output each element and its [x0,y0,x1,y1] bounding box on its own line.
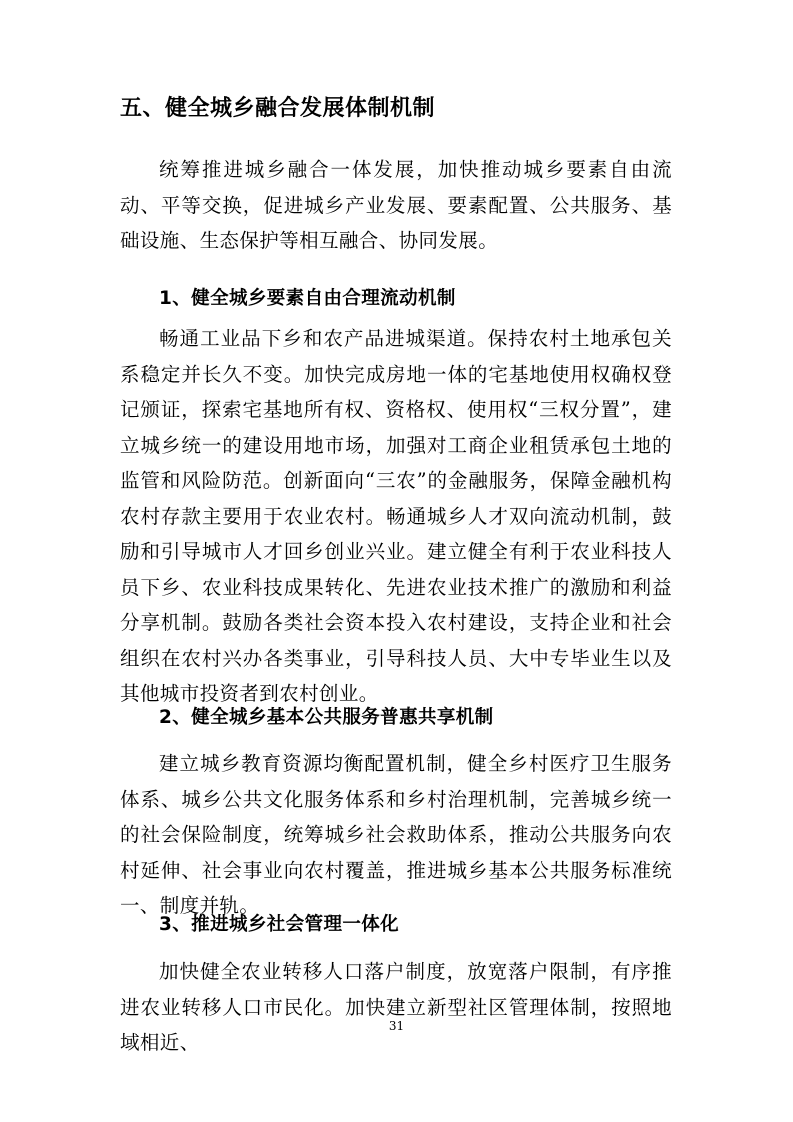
subsection-heading-1: 1、健全城乡要素自由合理流动机制 [159,288,456,309]
section-heading: 五、健全城乡融合发展体制机制 [120,96,436,121]
subsection-paragraph-3: 加快健全农业转移人口落户制度，放宽落户限制，有序推进农业转移人口市民化。加快建立新型社区管理体制，按照地域相近、 [120,960,672,1054]
subsection-paragraph-1: 畅通工业品下乡和农产品进城渠道。保持农村土地承包关系稳定并长久不变。加快完成房地一体的宅基地使用权确权登记颁证，探索宅基地所有权、资格权、使用权“三权分置”，建立城乡统一的建设用地市场，加强对工商企业租赁承包土地的监管和风险防范。创新面向“三农”的金融服务，保障金融机构农村存款主要用于农业农村。畅通城乡人才双向流动机制，鼓励和引导城市人才回乡创业兴业。建立健全有利于农业科技人员下乡、农业科技成果转化、先进农业技术推广的激励和利益分享机制。鼓励各类社会资本投入农村建设，支持企业和社会组织在农村兴办各类事业，引导科技人员、大中专毕业生以及其他城市投资者到农村创业。 [120,327,672,705]
subsection-paragraph-2: 建立城乡教育资源均衡配置机制，健全乡村医疗卫生服务体系、城乡公共文化服务体系和乡村治理机制，完善城乡统一的社会保险制度，统筹城乡社会救助体系，推动公共服务向农村延伸、社会事业向农村覆盖，推进城乡基本公共服务标准统一、制度并轨。 [120,752,672,917]
subsection-heading-2: 2、健全城乡基本公共服务普惠共享机制 [159,707,494,728]
subsection-heading-3: 3、推进城乡社会管理一体化 [159,914,400,935]
section-intro-paragraph: 统筹推进城乡融合一体发展，加快推动城乡要素自由流动、平等交换，促进城乡产业发展、要素配置、公共服务、基础设施、生态保护等相互融合、协同发展。 [120,158,672,252]
page-number: 31 [388,1019,405,1033]
